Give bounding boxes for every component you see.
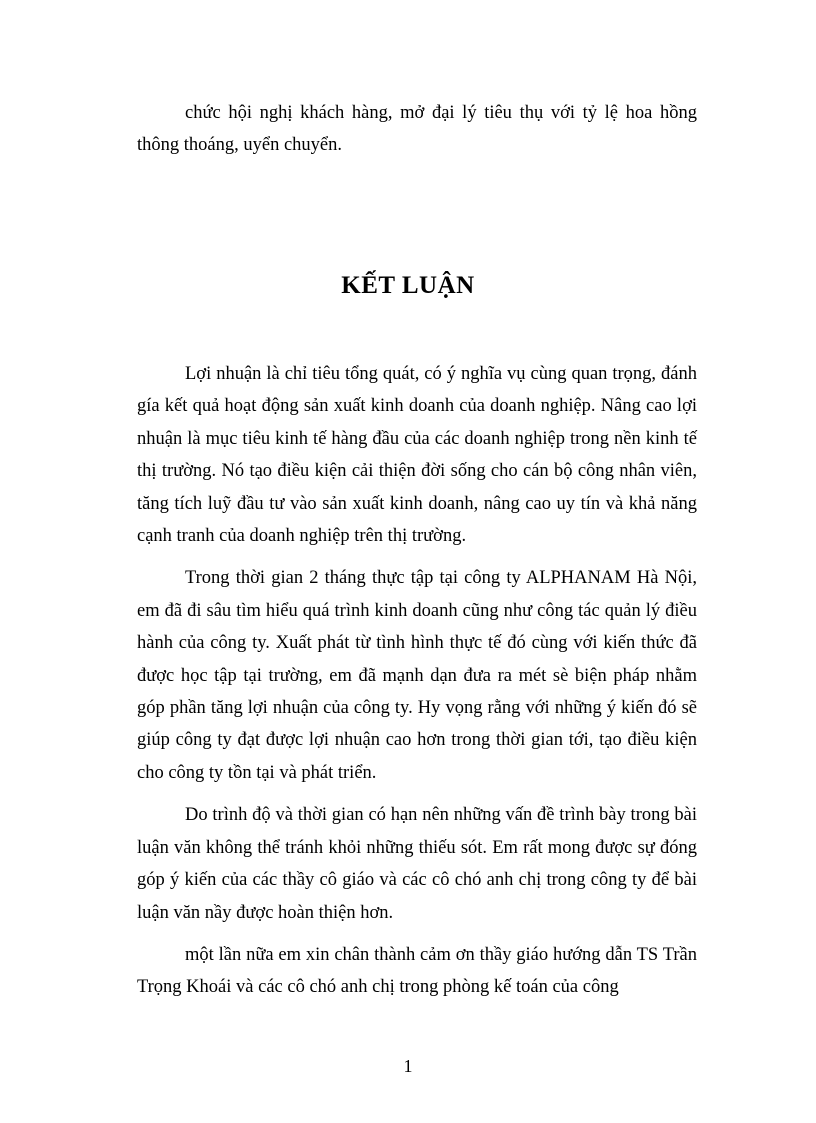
conclusion-heading: KẾT LUẬN [341,272,475,299]
paragraph-2: Trong thời gian 2 tháng thực tập tại công ty ALPHANAM Hà Nội, em đã đi sâu tìm hiểu quá trình kinh doanh cũng như công tác quản lý điều hành của công ty. Xuất phát từ tình hình thực tế đó cùng với kiến thức đã được học tập tại trường, em đã mạnh dạn đưa ra mét sè biện pháp nhằm góp phần tăng lợi nhuận của công ty. Hy vọng rằng với những ý kiến đó sẽ giúp công ty đạt được lợi nhuận cao hơn trong thời gian tới, tạo điều kiện cho công ty tồn tại và phát triển. [137,568,697,783]
intro-paragraph: chức hội nghị khách hàng, mở đại lý tiêu thụ với tỷ lệ hoa hồng thông thoáng, uyển chuyển. [137,103,697,156]
paragraph-3: Do trình độ và thời gian có hạn nên những vấn đề trình bày trong bài luận văn không thể tránh khỏi những thiếu sót. Em rất mong được sự đóng góp ý kiến của các thầy cô giáo và các cô chó anh chị trong công ty để bài luận văn nầy được hoàn thiện hơn. [137,805,697,923]
page-number: 1 [403,1056,413,1076]
paragraph-1: Lợi nhuận là chỉ tiêu tổng quát, có ý nghĩa vụ cùng quan trọng, đánh gía kết quả hoạt động sản xuất kinh doanh của doanh nghiệp. Nâng cao lợi nhuận là mục tiêu kinh tế hàng đầu của các doanh nghiệp trong nền kinh tế thị trường. Nó tạo điều kiện cải thiện đời sống cho cán bộ công nhân viên, tăng tích luỹ đầu tư vào sản xuất kinh doanh, nâng cao uy tín và khả năng cạnh tranh của doanh nghiệp trên thị trường. [137,364,697,547]
paragraph-4: một lần nữa em xin chân thành cảm ơn thầy giáo hướng dẫn TS Trần Trọng Khoái và các cô chó anh chị trong phòng kế toán của công [137,944,697,998]
intro-block [137,97,697,162]
conclusion-body [137,358,697,1004]
